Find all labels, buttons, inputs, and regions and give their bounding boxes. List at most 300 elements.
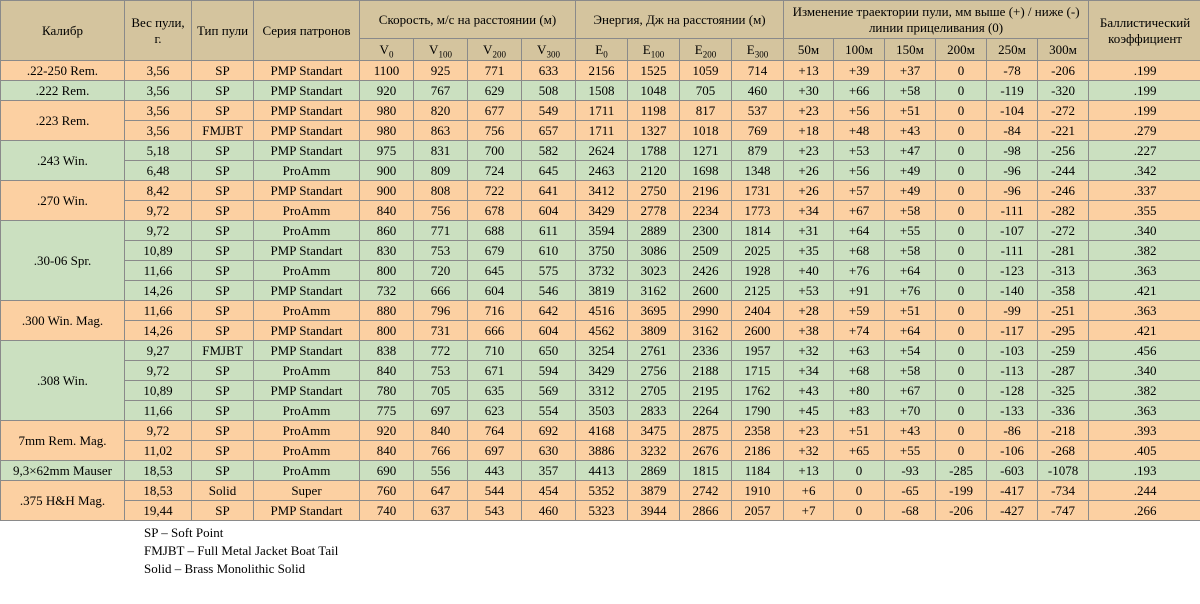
e0-cell: 4168 xyxy=(576,421,628,441)
e100-cell: 3086 xyxy=(628,241,680,261)
bullet-type-cell: SP xyxy=(192,261,254,281)
header-series: Серия патронов xyxy=(254,1,360,61)
traj-250-cell: -111 xyxy=(987,201,1038,221)
v200-cell: 710 xyxy=(468,341,522,361)
traj-100-cell: +65 xyxy=(834,441,885,461)
v0-cell: 690 xyxy=(360,461,414,481)
traj-200-cell: 0 xyxy=(936,141,987,161)
traj-100-cell: +39 xyxy=(834,61,885,81)
series-cell: ProAmm xyxy=(254,401,360,421)
v200-cell: 443 xyxy=(468,461,522,481)
v300-cell: 610 xyxy=(522,241,576,261)
caliber-cell: .300 Win. Mag. xyxy=(1,301,125,341)
weight-cell: 6,48 xyxy=(125,161,192,181)
v0-cell: 920 xyxy=(360,421,414,441)
e200-cell: 1815 xyxy=(680,461,732,481)
traj-300-cell: -244 xyxy=(1038,161,1089,181)
header-caliber: Калибр xyxy=(1,1,125,61)
traj-100-cell: 0 xyxy=(834,501,885,521)
e200-cell: 2676 xyxy=(680,441,732,461)
traj-50-cell: +43 xyxy=(784,381,834,401)
e100-cell: 3809 xyxy=(628,321,680,341)
traj-100-cell: +67 xyxy=(834,201,885,221)
bullet-type-cell: SP xyxy=(192,101,254,121)
weight-cell: 9,72 xyxy=(125,221,192,241)
series-cell: ProAmm xyxy=(254,201,360,221)
traj-300-cell: -221 xyxy=(1038,121,1089,141)
weight-cell: 3,56 xyxy=(125,81,192,101)
ballistic-coefficient-cell: .337 xyxy=(1089,181,1200,201)
e200-cell: 1271 xyxy=(680,141,732,161)
e300-cell: 2186 xyxy=(732,441,784,461)
e0-cell: 2624 xyxy=(576,141,628,161)
weight-cell: 19,44 xyxy=(125,501,192,521)
weight-cell: 9,72 xyxy=(125,361,192,381)
e200-cell: 2300 xyxy=(680,221,732,241)
traj-300-cell: -218 xyxy=(1038,421,1089,441)
e0-cell: 1711 xyxy=(576,121,628,141)
traj-250-cell: -113 xyxy=(987,361,1038,381)
series-cell: PMP Standart xyxy=(254,101,360,121)
bullet-type-cell: SP xyxy=(192,61,254,81)
traj-100-cell: +57 xyxy=(834,181,885,201)
series-cell: ProAmm xyxy=(254,361,360,381)
traj-300-cell: -259 xyxy=(1038,341,1089,361)
bullet-type-cell: SP xyxy=(192,441,254,461)
v200-cell: 671 xyxy=(468,361,522,381)
legend xyxy=(144,524,338,578)
traj-150-cell: +43 xyxy=(885,121,936,141)
e300-cell: 537 xyxy=(732,101,784,121)
traj-100-cell: +64 xyxy=(834,221,885,241)
traj-50-cell: +30 xyxy=(784,81,834,101)
ballistic-coefficient-cell: .199 xyxy=(1089,81,1200,101)
bullet-type-cell: SP xyxy=(192,461,254,481)
caliber-cell: 7mm Rem. Mag. xyxy=(1,421,125,461)
table-row xyxy=(1,81,1200,101)
caliber-cell: .375 H&H Mag. xyxy=(1,481,125,521)
weight-cell: 3,56 xyxy=(125,101,192,121)
e100-cell: 3232 xyxy=(628,441,680,461)
series-cell: PMP Standart xyxy=(254,181,360,201)
weight-cell: 18,53 xyxy=(125,461,192,481)
v100-cell: 637 xyxy=(414,501,468,521)
traj-100-cell: +56 xyxy=(834,161,885,181)
table-row xyxy=(1,441,1200,461)
header-distance: 250м xyxy=(987,39,1038,61)
traj-100-cell: 0 xyxy=(834,481,885,501)
e0-cell: 3819 xyxy=(576,281,628,301)
traj-200-cell: 0 xyxy=(936,61,987,81)
traj-200-cell: 0 xyxy=(936,221,987,241)
traj-100-cell: +80 xyxy=(834,381,885,401)
header-energy-100: $E_{100}$ xyxy=(628,39,680,61)
ballistic-coefficient-cell: .393 xyxy=(1089,421,1200,441)
traj-50-cell: +32 xyxy=(784,441,834,461)
traj-150-cell: +58 xyxy=(885,201,936,221)
v100-cell: 796 xyxy=(414,301,468,321)
e200-cell: 1059 xyxy=(680,61,732,81)
traj-150-cell: +76 xyxy=(885,281,936,301)
legend-item: Solid – Brass Monolithic Solid xyxy=(144,561,306,576)
e100-cell: 2778 xyxy=(628,201,680,221)
bullet-type-cell: FMJBT xyxy=(192,341,254,361)
ballistic-coefficient-cell: .340 xyxy=(1089,221,1200,241)
v0-cell: 980 xyxy=(360,101,414,121)
traj-250-cell: -106 xyxy=(987,441,1038,461)
v300-cell: 569 xyxy=(522,381,576,401)
v300-cell: 575 xyxy=(522,261,576,281)
table-row xyxy=(1,101,1200,121)
traj-300-cell: -313 xyxy=(1038,261,1089,281)
v0-cell: 800 xyxy=(360,261,414,281)
v100-cell: 753 xyxy=(414,241,468,261)
bullet-type-cell: SP xyxy=(192,381,254,401)
traj-150-cell: +64 xyxy=(885,321,936,341)
e100-cell: 2756 xyxy=(628,361,680,381)
traj-300-cell: -281 xyxy=(1038,241,1089,261)
traj-50-cell: +7 xyxy=(784,501,834,521)
e200-cell: 2875 xyxy=(680,421,732,441)
traj-50-cell: +34 xyxy=(784,361,834,381)
traj-200-cell: -199 xyxy=(936,481,987,501)
caliber-cell: .270 Win. xyxy=(1,181,125,221)
traj-100-cell: +68 xyxy=(834,241,885,261)
table-row xyxy=(1,201,1200,221)
series-cell: PMP Standart xyxy=(254,501,360,521)
traj-200-cell: 0 xyxy=(936,381,987,401)
e300-cell: 1715 xyxy=(732,361,784,381)
traj-250-cell: -417 xyxy=(987,481,1038,501)
e100-cell: 2761 xyxy=(628,341,680,361)
traj-300-cell: -206 xyxy=(1038,61,1089,81)
traj-300-cell: -272 xyxy=(1038,221,1089,241)
ballistic-coefficient-cell: .355 xyxy=(1089,201,1200,221)
ballistic-coefficient-cell: .405 xyxy=(1089,441,1200,461)
bullet-type-cell: SP xyxy=(192,501,254,521)
e0-cell: 3254 xyxy=(576,341,628,361)
traj-300-cell: -295 xyxy=(1038,321,1089,341)
table-row xyxy=(1,501,1200,521)
traj-50-cell: +13 xyxy=(784,61,834,81)
traj-250-cell: -111 xyxy=(987,241,1038,261)
v300-cell: 692 xyxy=(522,421,576,441)
header-velocity-0: $V_0$ xyxy=(360,39,414,61)
v200-cell: 688 xyxy=(468,221,522,241)
traj-150-cell: +58 xyxy=(885,81,936,101)
v200-cell: 544 xyxy=(468,481,522,501)
header-distance: 100м xyxy=(834,39,885,61)
e300-cell: 2600 xyxy=(732,321,784,341)
series-cell: ProAmm xyxy=(254,261,360,281)
series-cell: PMP Standart xyxy=(254,121,360,141)
v300-cell: 604 xyxy=(522,201,576,221)
traj-300-cell: -246 xyxy=(1038,181,1089,201)
traj-50-cell: +26 xyxy=(784,181,834,201)
traj-250-cell: -427 xyxy=(987,501,1038,521)
v0-cell: 980 xyxy=(360,121,414,141)
traj-200-cell: 0 xyxy=(936,81,987,101)
v200-cell: 716 xyxy=(468,301,522,321)
e300-cell: 879 xyxy=(732,141,784,161)
e100-cell: 2705 xyxy=(628,381,680,401)
v300-cell: 549 xyxy=(522,101,576,121)
v300-cell: 630 xyxy=(522,441,576,461)
v0-cell: 1100 xyxy=(360,61,414,81)
table-row xyxy=(1,261,1200,281)
traj-250-cell: -103 xyxy=(987,341,1038,361)
v300-cell: 633 xyxy=(522,61,576,81)
e200-cell: 2195 xyxy=(680,381,732,401)
traj-100-cell: +56 xyxy=(834,101,885,121)
v200-cell: 666 xyxy=(468,321,522,341)
header-energy: Энергия, Дж на расстоянии (м) xyxy=(576,1,784,39)
header-ballistic-coefficient: Баллистический коэффициент xyxy=(1089,1,1200,61)
header-weight: Вес пули, г. xyxy=(125,1,192,61)
e300-cell: 2404 xyxy=(732,301,784,321)
table-row xyxy=(1,281,1200,301)
bullet-type-cell: SP xyxy=(192,321,254,341)
v0-cell: 732 xyxy=(360,281,414,301)
e200-cell: 3162 xyxy=(680,321,732,341)
e0-cell: 3412 xyxy=(576,181,628,201)
e200-cell: 2426 xyxy=(680,261,732,281)
header-distance: 50м xyxy=(784,39,834,61)
traj-250-cell: -140 xyxy=(987,281,1038,301)
v100-cell: 666 xyxy=(414,281,468,301)
traj-300-cell: -734 xyxy=(1038,481,1089,501)
traj-200-cell: 0 xyxy=(936,321,987,341)
traj-50-cell: +53 xyxy=(784,281,834,301)
v0-cell: 775 xyxy=(360,401,414,421)
v100-cell: 556 xyxy=(414,461,468,481)
v300-cell: 650 xyxy=(522,341,576,361)
header-bullet-type: Тип пули xyxy=(192,1,254,61)
header-energy-200: $E_{200}$ xyxy=(680,39,732,61)
traj-300-cell: -251 xyxy=(1038,301,1089,321)
traj-300-cell: -256 xyxy=(1038,141,1089,161)
e0-cell: 3429 xyxy=(576,201,628,221)
traj-150-cell: +55 xyxy=(885,441,936,461)
e100-cell: 3023 xyxy=(628,261,680,281)
v0-cell: 920 xyxy=(360,81,414,101)
header-velocity-300: $V_{300}$ xyxy=(522,39,576,61)
v0-cell: 900 xyxy=(360,161,414,181)
traj-100-cell: +68 xyxy=(834,361,885,381)
ballistic-coefficient-cell: .421 xyxy=(1089,281,1200,301)
legend-item: FMJBT – Full Metal Jacket Boat Tail xyxy=(144,543,339,558)
e200-cell: 2234 xyxy=(680,201,732,221)
traj-200-cell: 0 xyxy=(936,121,987,141)
e100-cell: 1525 xyxy=(628,61,680,81)
e300-cell: 1184 xyxy=(732,461,784,481)
table-row xyxy=(1,61,1200,81)
series-cell: ProAmm xyxy=(254,421,360,441)
v0-cell: 840 xyxy=(360,361,414,381)
header-energy-0: $E_0$ xyxy=(576,39,628,61)
traj-50-cell: +35 xyxy=(784,241,834,261)
e0-cell: 5352 xyxy=(576,481,628,501)
v100-cell: 831 xyxy=(414,141,468,161)
v300-cell: 604 xyxy=(522,321,576,341)
table-row xyxy=(1,461,1200,481)
ballistic-coefficient-cell: .382 xyxy=(1089,381,1200,401)
bullet-type-cell: SP xyxy=(192,141,254,161)
table-row xyxy=(1,121,1200,141)
table-row xyxy=(1,161,1200,181)
bullet-type-cell: SP xyxy=(192,201,254,221)
caliber-cell: .308 Win. xyxy=(1,341,125,421)
traj-100-cell: +53 xyxy=(834,141,885,161)
v100-cell: 756 xyxy=(414,201,468,221)
traj-200-cell: -285 xyxy=(936,461,987,481)
traj-50-cell: +6 xyxy=(784,481,834,501)
traj-250-cell: -86 xyxy=(987,421,1038,441)
traj-300-cell: -268 xyxy=(1038,441,1089,461)
weight-cell: 10,89 xyxy=(125,381,192,401)
e200-cell: 2742 xyxy=(680,481,732,501)
e100-cell: 2120 xyxy=(628,161,680,181)
traj-150-cell: +67 xyxy=(885,381,936,401)
traj-150-cell: +49 xyxy=(885,181,936,201)
traj-100-cell: +83 xyxy=(834,401,885,421)
traj-100-cell: +76 xyxy=(834,261,885,281)
v100-cell: 731 xyxy=(414,321,468,341)
v100-cell: 767 xyxy=(414,81,468,101)
v100-cell: 772 xyxy=(414,341,468,361)
table-body xyxy=(1,61,1200,521)
header-velocity: Скорость, м/с на расстоянии (м) xyxy=(360,1,576,39)
traj-150-cell: +47 xyxy=(885,141,936,161)
traj-50-cell: +38 xyxy=(784,321,834,341)
table-row xyxy=(1,181,1200,201)
traj-200-cell: 0 xyxy=(936,401,987,421)
weight-cell: 11,66 xyxy=(125,401,192,421)
v0-cell: 880 xyxy=(360,301,414,321)
traj-250-cell: -84 xyxy=(987,121,1038,141)
v300-cell: 357 xyxy=(522,461,576,481)
e300-cell: 1814 xyxy=(732,221,784,241)
traj-200-cell: 0 xyxy=(936,181,987,201)
e0-cell: 4516 xyxy=(576,301,628,321)
traj-200-cell: 0 xyxy=(936,361,987,381)
traj-50-cell: +23 xyxy=(784,101,834,121)
traj-150-cell: +54 xyxy=(885,341,936,361)
traj-250-cell: -603 xyxy=(987,461,1038,481)
series-cell: PMP Standart xyxy=(254,241,360,261)
ballistic-coefficient-cell: .199 xyxy=(1089,61,1200,81)
v300-cell: 554 xyxy=(522,401,576,421)
ballistic-coefficient-cell: .244 xyxy=(1089,481,1200,501)
v200-cell: 543 xyxy=(468,501,522,521)
ballistic-coefficient-cell: .363 xyxy=(1089,261,1200,281)
v300-cell: 645 xyxy=(522,161,576,181)
v100-cell: 766 xyxy=(414,441,468,461)
v100-cell: 720 xyxy=(414,261,468,281)
v200-cell: 771 xyxy=(468,61,522,81)
table-row xyxy=(1,301,1200,321)
weight-cell: 14,26 xyxy=(125,321,192,341)
traj-200-cell: 0 xyxy=(936,281,987,301)
traj-300-cell: -320 xyxy=(1038,81,1089,101)
table-row xyxy=(1,221,1200,241)
traj-250-cell: -99 xyxy=(987,301,1038,321)
traj-100-cell: 0 xyxy=(834,461,885,481)
series-cell: PMP Standart xyxy=(254,341,360,361)
table-row xyxy=(1,481,1200,501)
header-energy-300: $E_{300}$ xyxy=(732,39,784,61)
weight-cell: 14,26 xyxy=(125,281,192,301)
e300-cell: 2358 xyxy=(732,421,784,441)
header-velocity-200: $V_{200}$ xyxy=(468,39,522,61)
e300-cell: 460 xyxy=(732,81,784,101)
traj-100-cell: +91 xyxy=(834,281,885,301)
traj-150-cell: +58 xyxy=(885,241,936,261)
header-velocity-100: $V_{100}$ xyxy=(414,39,468,61)
traj-150-cell: +43 xyxy=(885,421,936,441)
table-row xyxy=(1,241,1200,261)
traj-150-cell: +37 xyxy=(885,61,936,81)
e200-cell: 2188 xyxy=(680,361,732,381)
bullet-type-cell: Solid xyxy=(192,481,254,501)
e100-cell: 3944 xyxy=(628,501,680,521)
caliber-cell: .22-250 Rem. xyxy=(1,61,125,81)
caliber-cell: .30-06 Spr. xyxy=(1,221,125,301)
series-cell: ProAmm xyxy=(254,461,360,481)
e200-cell: 1018 xyxy=(680,121,732,141)
e200-cell: 817 xyxy=(680,101,732,121)
e0-cell: 5323 xyxy=(576,501,628,521)
v100-cell: 925 xyxy=(414,61,468,81)
traj-300-cell: -358 xyxy=(1038,281,1089,301)
e200-cell: 2866 xyxy=(680,501,732,521)
v0-cell: 780 xyxy=(360,381,414,401)
v0-cell: 860 xyxy=(360,221,414,241)
traj-50-cell: +13 xyxy=(784,461,834,481)
e200-cell: 2336 xyxy=(680,341,732,361)
weight-cell: 9,72 xyxy=(125,201,192,221)
v200-cell: 679 xyxy=(468,241,522,261)
e0-cell: 3594 xyxy=(576,221,628,241)
v0-cell: 840 xyxy=(360,441,414,461)
v300-cell: 642 xyxy=(522,301,576,321)
traj-50-cell: +34 xyxy=(784,201,834,221)
e300-cell: 714 xyxy=(732,61,784,81)
e100-cell: 1327 xyxy=(628,121,680,141)
e0-cell: 3312 xyxy=(576,381,628,401)
traj-300-cell: -747 xyxy=(1038,501,1089,521)
v200-cell: 623 xyxy=(468,401,522,421)
header-trajectory: Изменение траектории пули, мм выше (+) / ниже (-) линии прицеливания (0) xyxy=(784,1,1089,39)
weight-cell: 3,56 xyxy=(125,121,192,141)
table-row xyxy=(1,141,1200,161)
weight-cell: 9,27 xyxy=(125,341,192,361)
e0-cell: 3886 xyxy=(576,441,628,461)
e0-cell: 2463 xyxy=(576,161,628,181)
e200-cell: 2264 xyxy=(680,401,732,421)
bullet-type-cell: SP xyxy=(192,301,254,321)
ballistic-coefficient-cell: .456 xyxy=(1089,341,1200,361)
series-cell: ProAmm xyxy=(254,301,360,321)
e200-cell: 2196 xyxy=(680,181,732,201)
traj-200-cell: -206 xyxy=(936,501,987,521)
traj-250-cell: -96 xyxy=(987,161,1038,181)
traj-200-cell: 0 xyxy=(936,161,987,181)
traj-300-cell: -336 xyxy=(1038,401,1089,421)
bullet-type-cell: SP xyxy=(192,221,254,241)
traj-200-cell: 0 xyxy=(936,201,987,221)
traj-100-cell: +51 xyxy=(834,421,885,441)
